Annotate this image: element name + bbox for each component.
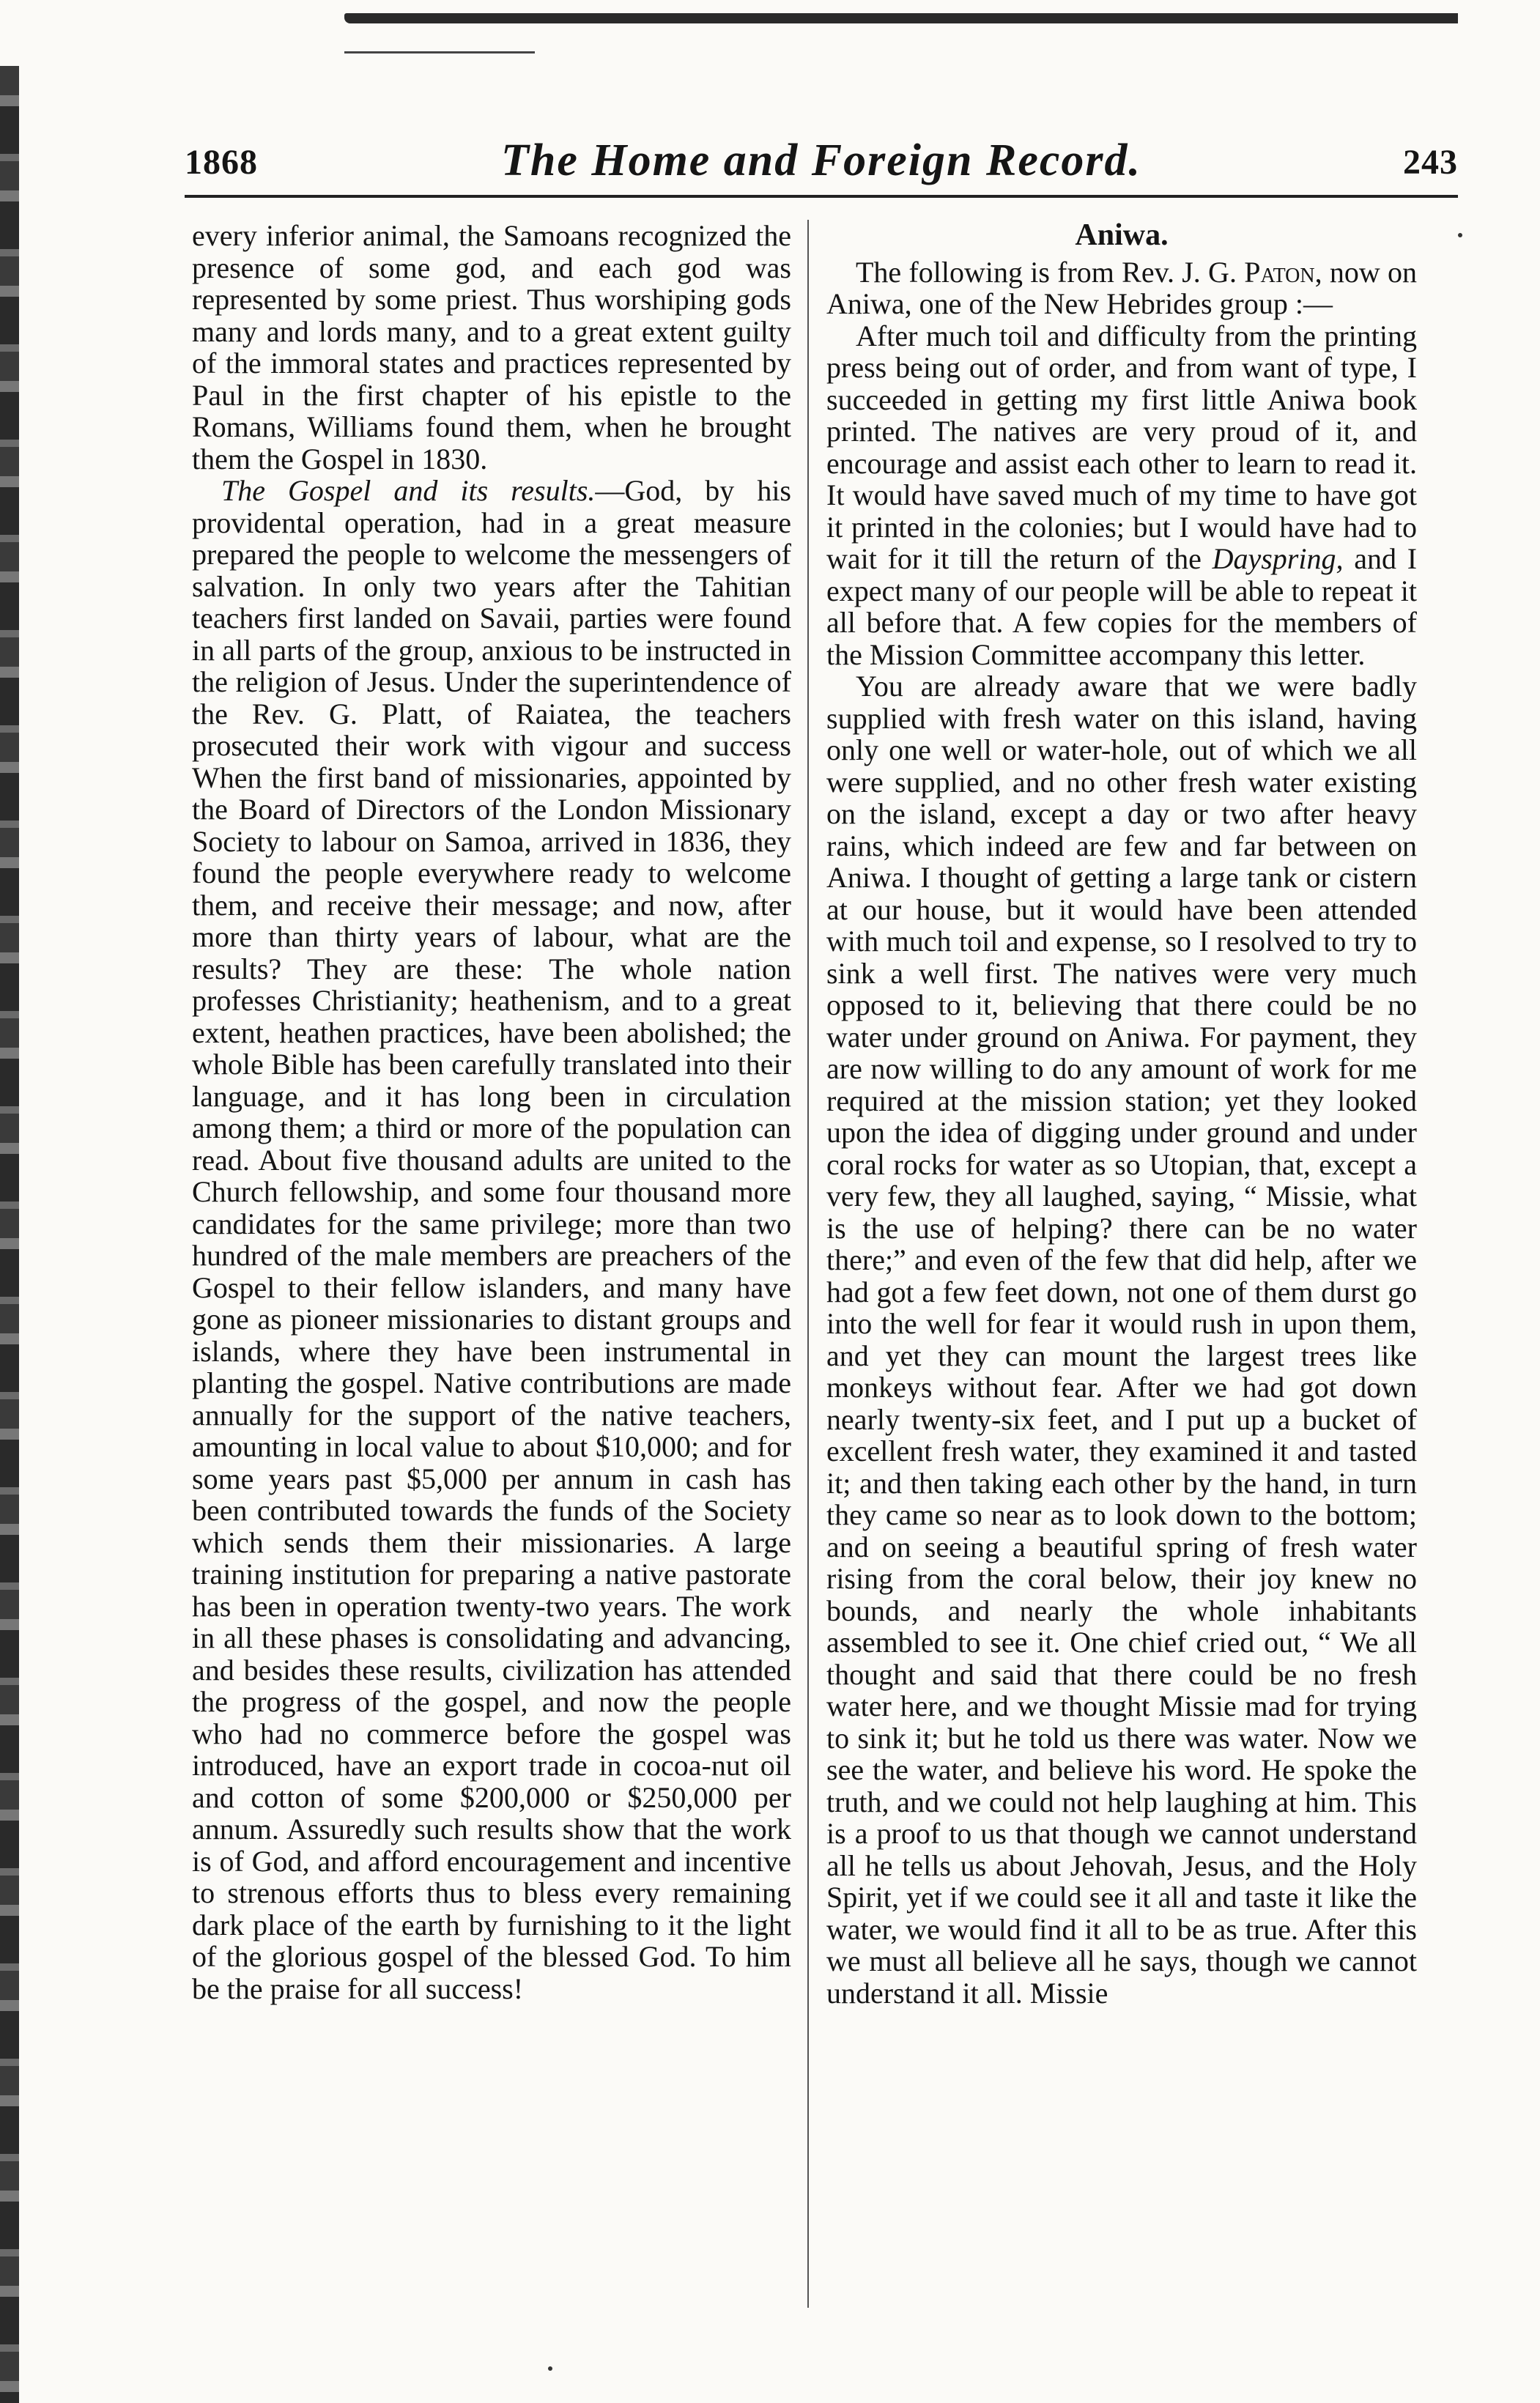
intro-text-rest: now on Aniwa, one of the New Hebrides group :— bbox=[826, 255, 1417, 320]
author-name: Paton, bbox=[1244, 255, 1322, 289]
left-paragraph-2 bbox=[192, 475, 791, 2004]
section-heading: Aniwa. bbox=[1075, 218, 1169, 252]
column-divider bbox=[807, 220, 809, 2308]
header-rule bbox=[185, 195, 1458, 198]
paragraph-text-rest: and I expect many of our people will be able to repeat it all before that. A few copies for the members of the Mission Committee accompany this letter. bbox=[826, 542, 1418, 671]
left-column bbox=[192, 220, 791, 2004]
paragraph-text: After much toil and difficulty from the printing press being out of order, and from want of type, I succeeded in getting my first little Aniwa book printed. The natives are very proud of it, and encourage and assist each other to learn to read it. It would have saved much of my time to have got it printed in the colonies; but I would have had to wait for it till the return of the bbox=[826, 319, 1417, 575]
page-top-scan-edge bbox=[344, 13, 1458, 29]
subsection-title: The Gospel and its results. bbox=[221, 474, 596, 507]
ink-speck bbox=[1458, 233, 1462, 237]
page-number: 243 bbox=[1403, 143, 1458, 182]
page-edge-shadow bbox=[0, 66, 19, 2403]
ship-name: Dayspring, bbox=[1212, 542, 1344, 575]
subsection-body: —God, by his providental operation, had in a great measure prepared the people to welcome the messengers of salvation. In only two years after the Tahitian teachers first landed on Savaii, parties were found in all parts of the group, anxious to be instructed in the religion of Jesus. Under the superintendence of the Rev. G. Platt, of Raiatea, the teachers prosecuted their work with vigour and success When the first band of missionaries, appointed by the Board of Directors of the London Missionary Society to labour on Samoa, arrived in 1836, they found the people everywhere ready to welcome them, and receive their message; and now, after more than thirty years of labour, what are the results? They are these: The whole nation professes Christianity; heathenism, and to a great extent, heathen practices, have been abolished; the whole Bible has been carefully translated into their language, and it has long been in circulation among them; a third or more of the population can read. About five thousand adults are united to the Church fellowship, and some four thousand more candidates for the same privilege; more than two hundred of the male members are preachers of the Gospel to their fellow islanders, and many have gone as pioneer missionaries to distant groups and islands, where they have been instrumental in planting the gospel. Native contributions are made annually for the support of the native teachers, amounting in local value to about $10,000; and for some years past $5,000 per annum in cash has been contributed towards the funds of the Society which sends them their missionaries. A large training institution for preparing a native pastorate has been in operation twenty-two years. The work in all these phases is consolidating and advancing, and besides these results, civilization has attended the progress of the gospel, and now the people who had no commerce before the gospel was introduced, have an export trade in cocoa-nut oil and cotton of some $200,000 or $250,000 per annum. Assuredly such results show that the work is of God, and afford encouragement and incentive to strenous efforts thus to bless every remaining dark place of the earth by furnishing to it the light of the glorious gospel of the blessed God. To him be the praise for all success! bbox=[192, 474, 791, 2005]
running-header bbox=[185, 135, 1458, 201]
left-paragraph-1: every inferior animal, the Samoans recognized the presence of some god, and each god was represented by some priest. Thus worshiping gods many and lords many, and to a great extent guilty of the immoral states and practices represented by Paul in the first chapter of his epistle to the Romans, Williams found them, when he brought them the Gospel in 1830. bbox=[192, 219, 791, 475]
header-year: 1868 bbox=[185, 143, 258, 182]
intro-text: The following is from Rev. J. G. bbox=[856, 255, 1237, 289]
right-paragraph-1 bbox=[826, 320, 1417, 671]
journal-title: The Home and Foreign Record. bbox=[500, 136, 1142, 185]
right-column bbox=[826, 220, 1417, 2009]
right-paragraph-2: You are already aware that we were badly supplied with fresh water on this island, having only one well or water-hole, out of which we all were supplied, and no other fresh water existing on the island, except a day or two after heavy rains, which indeed are few and far between on Aniwa. I thought of getting a large tank or cistern at our house, but it would have been attended with much toil and expense, so I resolved to try to sink a well first. The natives were very much opposed to it, believing that there could be no water under ground on Aniwa. For payment, they are now willing to do any amount of work for me required at the mission station; yet they looked upon the idea of digging under ground and under coral rocks for water as so Utopian, that, except a very few, they all laughed, saying, “ Missie, what is the use of helping? there can be no water there;” and even of the few that did help, after we had got a few feet down, not one of them durst go into the well for fear it would rush in upon them, and yet they can mount the largest trees like monkeys without fear. After we had got down nearly twenty-six feet, and I put up a bucket of excellent fresh water, they examined it and tasted it; and then taking each other by the hand, in turn they came so near as to look down to the bottom; and on seeing a beautiful spring of fresh water rising from the coral below, their joy knew no bounds, and nearly the whole inhabitants assembled to see it. One chief cried out, “ We all thought and said that there could be no fresh water here, and we thought Missie mad for trying to sink it; but he told us there was water. Now we see the water, and believe his word. He spoke the truth, and we could not help laughing at him. This is a proof to us that though we cannot understand all he tells us about Jehovah, Jesus, and the Holy Spirit, yet if we could see it all and taste it like the water, we would find it all to be as true. After this we must all believe all he says, though we cannot understand it all. Missie bbox=[826, 670, 1417, 2010]
ink-speck bbox=[548, 2366, 552, 2371]
intro-paragraph bbox=[826, 256, 1417, 320]
